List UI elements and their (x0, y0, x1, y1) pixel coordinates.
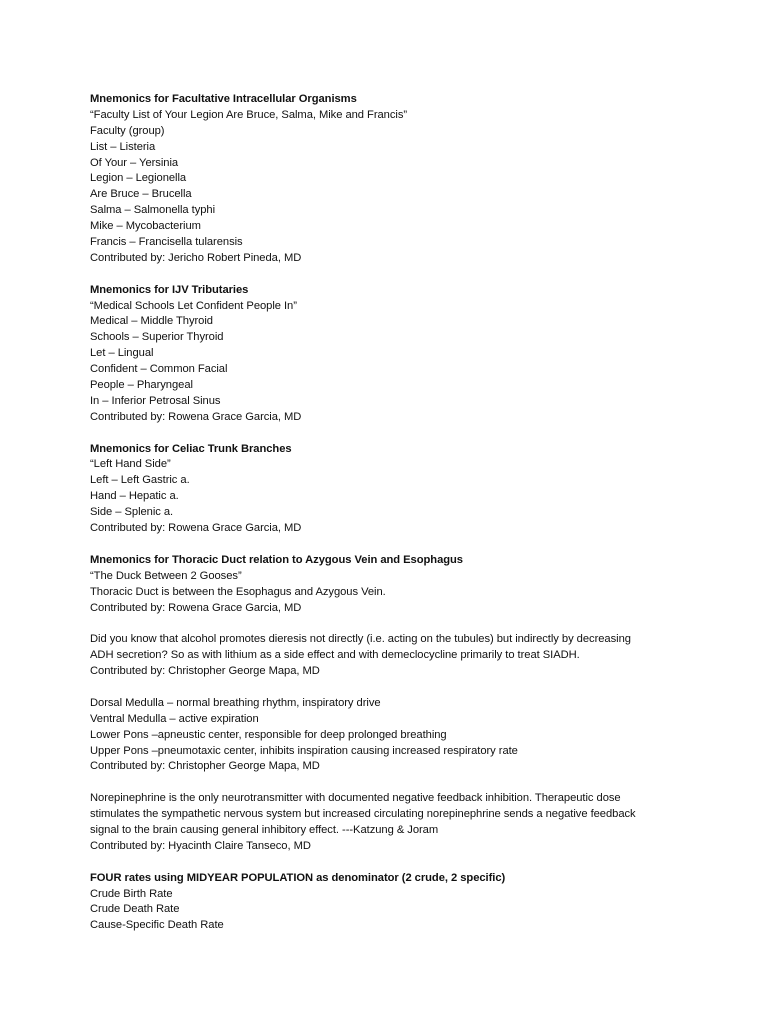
section-heading: Mnemonics for Celiac Trunk Branches (90, 442, 292, 455)
text-line: “The Duck Between 2 Gooses” (90, 569, 242, 582)
text-line: Legion – Legionella (90, 172, 187, 185)
text-line: signal to the brain causing general inhibitory effect. ---Katzung & Joram (90, 823, 439, 836)
section-heading: Mnemonics for IJV Tributaries (90, 283, 249, 296)
document-content (90, 92, 690, 950)
text-line: Cause-Specific Death Rate (90, 919, 224, 932)
text-line: Of Your – Yersinia (90, 156, 179, 169)
text-line: Crude Death Rate (90, 903, 180, 916)
text-line: Contributed by: Hyacinth Claire Tanseco, MD (90, 839, 311, 852)
text-block (90, 791, 690, 855)
text-line: Side – Splenic a. (90, 506, 174, 519)
text-line: Let – Lingual (90, 347, 154, 360)
text-line: “Medical Schools Let Confident People In” (90, 299, 297, 312)
text-line: Crude Birth Rate (90, 887, 173, 900)
text-line: Contributed by: Rowena Grace Garcia, MD (90, 601, 302, 614)
text-line: “Faculty List of Your Legion Are Bruce, Salma, Mike and Francis” (90, 108, 408, 121)
text-line: Upper Pons –pneumotaxic center, inhibits inspiration causing increased respiratory rate (90, 744, 518, 757)
text-line: Francis – Francisella tularensis (90, 236, 243, 249)
text-line: List – Listeria (90, 140, 156, 153)
text-line: Dorsal Medulla – normal breathing rhythm, inspiratory drive (90, 696, 381, 709)
text-line: Hand – Hepatic a. (90, 490, 179, 503)
text-line: Confident – Common Facial (90, 363, 228, 376)
text-line: “Left Hand Side” (90, 458, 171, 471)
text-line: Mike – Mycobacterium (90, 220, 201, 233)
text-line: Salma – Salmonella typhi (90, 204, 216, 217)
text-line: Schools – Superior Thyroid (90, 331, 224, 344)
text-line: Lower Pons –apneustic center, responsible for deep prolonged breathing (90, 728, 447, 741)
text-line: Medical – Middle Thyroid (90, 315, 213, 328)
text-block (90, 283, 690, 426)
text-line: Contributed by: Rowena Grace Garcia, MD (90, 410, 302, 423)
section-heading: Mnemonics for Thoracic Duct relation to Azygous Vein and Esophagus (90, 553, 463, 566)
text-line: Contributed by: Christopher George Mapa, MD (90, 665, 320, 678)
text-block (90, 632, 690, 680)
section-heading: FOUR rates using MIDYEAR POPULATION as denominator (2 crude, 2 specific) (90, 871, 506, 884)
text-line: stimulates the sympathetic nervous system but increased circulating norepinephrine sends a negative feedback (90, 808, 636, 821)
text-line: People – Pharyngeal (90, 379, 193, 392)
section-heading: Mnemonics for Facultative Intracellular Organisms (90, 93, 357, 105)
text-line: Did you know that alcohol promotes dieresis not directly (i.e. acting on the tubules) but indirectly by decreasing (90, 633, 631, 646)
text-line: Contributed by: Rowena Grace Garcia, MD (90, 522, 302, 535)
text-line: Faculty (group) (90, 124, 165, 137)
text-line: Contributed by: Jericho Robert Pineda, MD (90, 251, 302, 264)
text-line: Contributed by: Christopher George Mapa, MD (90, 760, 320, 773)
text-line: Norepinephrine is the only neurotransmitter with documented negative feedback inhibition. Therapeutic dose (90, 792, 621, 805)
text-block (90, 696, 690, 775)
text-block (90, 442, 690, 537)
text-line: Thoracic Duct is between the Esophagus and Azygous Vein. (90, 585, 386, 598)
text-line: Left – Left Gastric a. (90, 474, 190, 487)
text-line: In – Inferior Petrosal Sinus (90, 394, 221, 407)
text-block (90, 92, 690, 267)
text-line: ADH secretion? So as with lithium as a side effect and with demeclocycline primarily to treat SIADH. (90, 649, 580, 662)
text-block (90, 553, 690, 617)
text-line: Ventral Medulla – active expiration (90, 712, 259, 725)
text-block (90, 871, 690, 935)
text-line: Are Bruce – Brucella (90, 188, 192, 201)
